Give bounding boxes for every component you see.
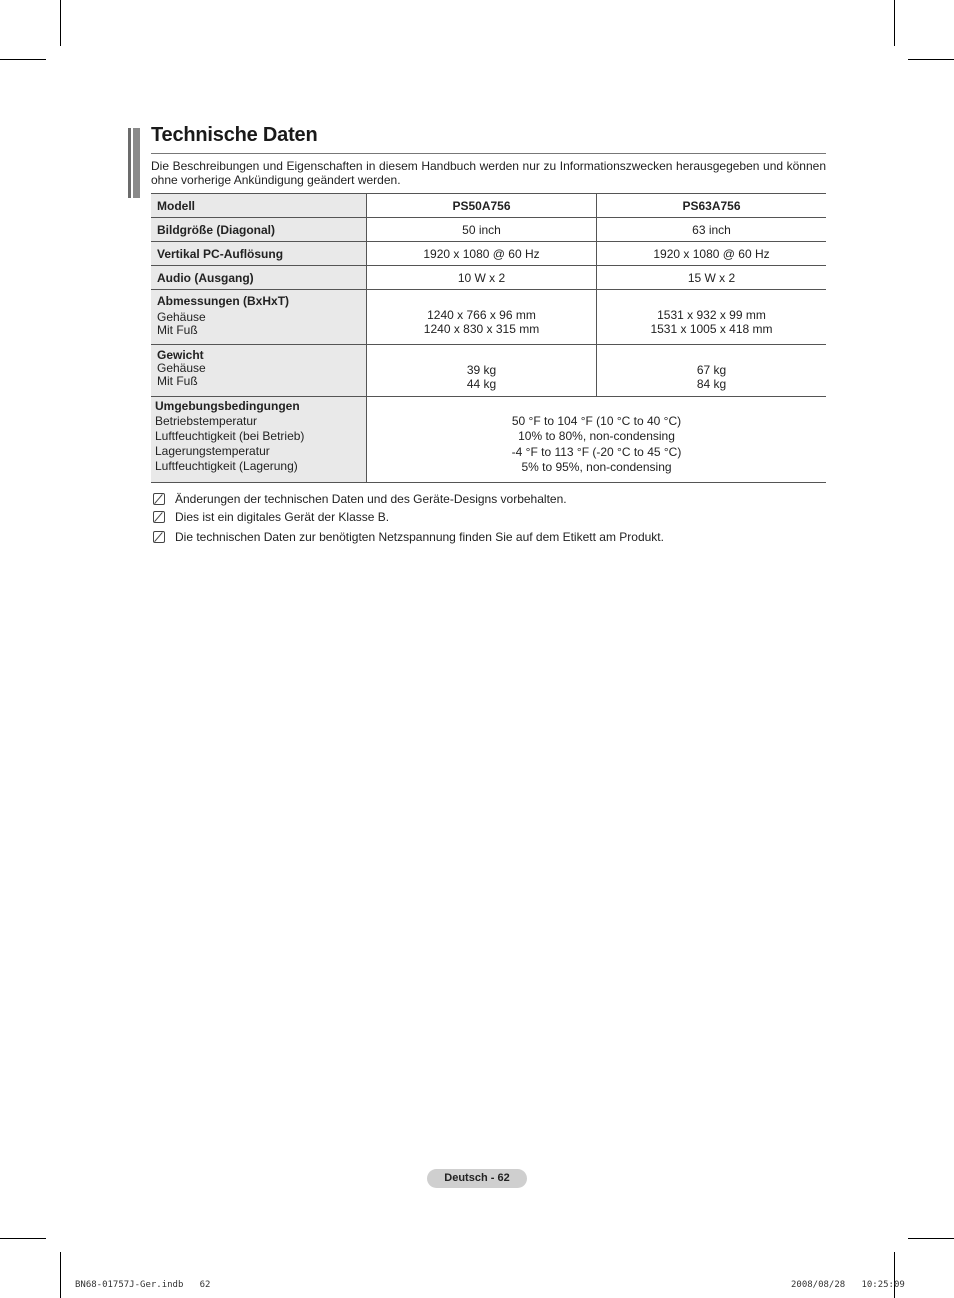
header-model-2: PS63A756 bbox=[597, 194, 827, 218]
cell-value bbox=[597, 290, 827, 345]
row-sublabel: Lagerungstemperatur bbox=[155, 444, 270, 458]
row-label-group bbox=[151, 397, 367, 483]
cell-line: 39 kg bbox=[466, 362, 497, 377]
table-row bbox=[151, 218, 826, 242]
table-row bbox=[151, 242, 826, 266]
cell-line: 1240 x 766 x 96 mm bbox=[427, 308, 536, 322]
row-label: Bildgröße (Diagonal) bbox=[151, 218, 367, 242]
note-pencil-icon bbox=[153, 511, 165, 523]
cell-value bbox=[597, 345, 827, 397]
row-label: Abmessungen (BxHxT) bbox=[157, 294, 290, 308]
cell-value bbox=[367, 397, 827, 483]
crop-mark bbox=[60, 0, 61, 46]
row-sublabel: Mit Fuß bbox=[157, 374, 198, 388]
crop-mark bbox=[908, 59, 954, 60]
section-marker-bar bbox=[128, 128, 140, 198]
cell-line: 44 kg bbox=[466, 376, 497, 391]
crop-mark bbox=[908, 1238, 954, 1239]
crop-mark bbox=[0, 59, 46, 60]
crop-mark bbox=[894, 1252, 895, 1298]
note-pencil-icon bbox=[153, 493, 165, 505]
list-item bbox=[151, 492, 567, 506]
cell-value: 50 inch bbox=[367, 218, 597, 242]
intro-paragraph: Die Beschreibungen und Eigenschaften in diesem Handbuch werden nur zu Informationszwecken herausgegeben und können ohne vorherige Ankündigung geändert werden. bbox=[151, 159, 826, 187]
cell-line: 5% to 95%, non-condensing bbox=[521, 460, 672, 474]
cell-line: 10% to 80%, non-condensing bbox=[518, 429, 675, 443]
row-sublabel: Gehäuse bbox=[157, 361, 206, 375]
cell-value bbox=[367, 290, 597, 345]
cell-line: 1240 x 830 x 315 mm bbox=[423, 322, 540, 336]
row-label: Vertikal PC-Auflösung bbox=[151, 242, 367, 266]
list-item bbox=[151, 510, 389, 524]
note-text: Änderungen der technischen Daten und des Geräte-Designs vorbehalten. bbox=[175, 492, 567, 506]
row-sublabel: Gehäuse bbox=[157, 310, 206, 324]
table-row bbox=[151, 397, 826, 483]
print-file-info: BN68-01757J-Ger.indb 62 bbox=[75, 1280, 211, 1290]
crop-mark bbox=[894, 0, 895, 46]
table-row bbox=[151, 290, 826, 345]
title-divider bbox=[151, 153, 826, 154]
cell-value: 1920 x 1080 @ 60 Hz bbox=[597, 242, 827, 266]
crop-mark bbox=[60, 1252, 61, 1298]
cell-line: -4 °F to 113 °F (-20 °C to 45 °C) bbox=[511, 444, 682, 459]
cell-value bbox=[367, 345, 597, 397]
cell-line: 67 kg bbox=[696, 362, 727, 377]
cell-value: 15 W x 2 bbox=[597, 266, 827, 290]
row-sublabel: Betriebstemperatur bbox=[155, 414, 258, 428]
row-label-group bbox=[151, 290, 367, 345]
note-text: Die technischen Daten zur benötigten Netzspannung finden Sie auf dem Etikett am Produkt. bbox=[175, 530, 664, 544]
row-sublabel: Mit Fuß bbox=[157, 323, 198, 337]
crop-mark bbox=[0, 1238, 46, 1239]
table-header-row bbox=[151, 194, 826, 218]
cell-line: 50 °F to 104 °F (10 °C to 40 °C) bbox=[511, 413, 682, 428]
row-label: Umgebungsbedingungen bbox=[155, 399, 300, 413]
cell-line: 84 kg bbox=[696, 376, 727, 391]
page-title: Technische Daten bbox=[151, 124, 318, 146]
row-label: Gewicht bbox=[157, 348, 204, 362]
cell-value: 63 inch bbox=[597, 218, 827, 242]
row-label-group bbox=[151, 345, 367, 397]
cell-line: 1531 x 932 x 99 mm bbox=[657, 308, 766, 322]
header-label: Modell bbox=[151, 194, 367, 218]
print-datetime: 2008/08/28 10:25:09 bbox=[791, 1280, 905, 1290]
cell-value: 10 W x 2 bbox=[367, 266, 597, 290]
note-text: Dies ist ein digitales Gerät der Klasse B. bbox=[175, 510, 390, 524]
note-pencil-icon bbox=[153, 531, 165, 543]
page-number-badge: Deutsch - 62 bbox=[427, 1169, 527, 1188]
cell-value: 1920 x 1080 @ 60 Hz bbox=[367, 242, 597, 266]
cell-line: 1531 x 1005 x 418 mm bbox=[650, 322, 773, 336]
table-row bbox=[151, 345, 826, 397]
row-label: Audio (Ausgang) bbox=[151, 266, 367, 290]
list-item bbox=[151, 530, 664, 544]
table-row bbox=[151, 266, 826, 290]
header-model-1: PS50A756 bbox=[367, 194, 597, 218]
spec-table bbox=[151, 193, 826, 483]
row-sublabel: Luftfeuchtigkeit (Lagerung) bbox=[155, 459, 298, 473]
row-sublabel: Luftfeuchtigkeit (bei Betrieb) bbox=[155, 429, 305, 443]
